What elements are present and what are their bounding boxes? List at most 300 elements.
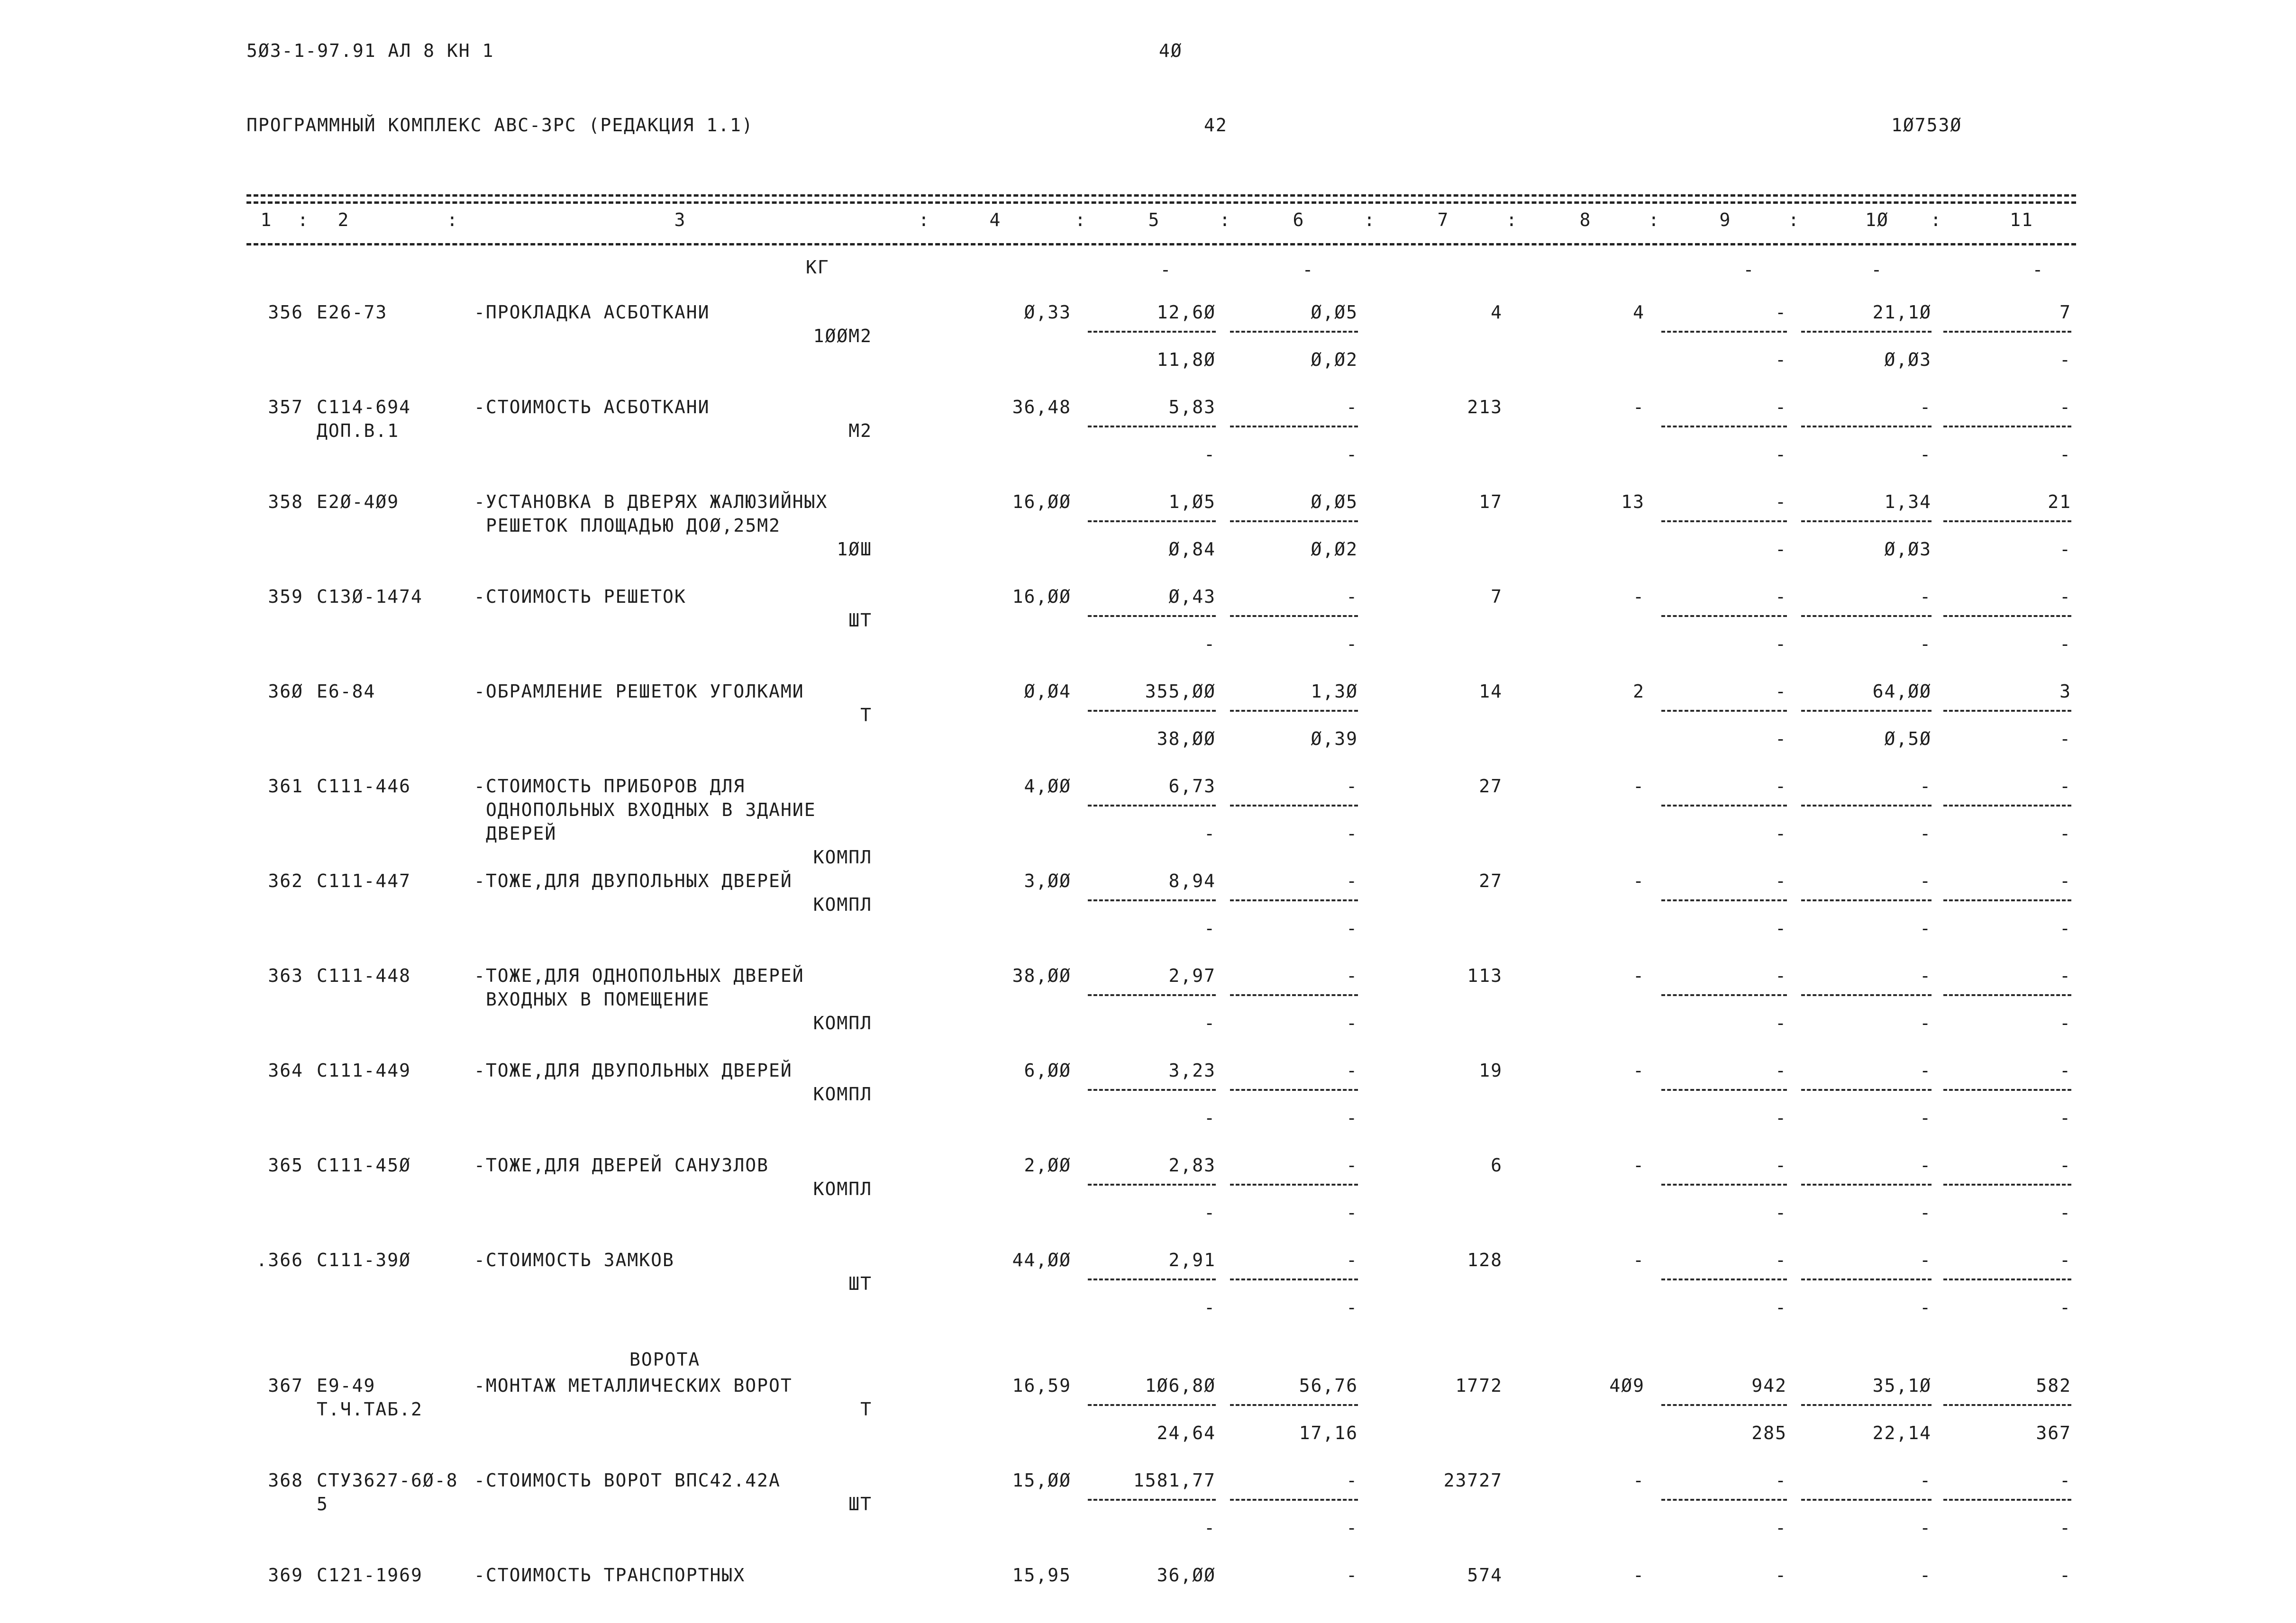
row-col6-sub: - [1346,1107,1358,1128]
subtotal-divider [1088,615,1216,617]
row-col5-sub: - [1204,444,1216,465]
row-col6: 1,3Ø [1311,681,1358,702]
row-description: -МОНТАЖ МЕТАЛЛИЧЕСКИХ ВОРОТ [474,1375,793,1396]
row-col9-sub: - [1775,1013,1787,1034]
subtotal-divider [1661,899,1787,901]
row-col10: - [1920,397,1932,417]
row-col7: 1772 [1455,1375,1503,1396]
subtotal-divider [1943,1184,2071,1186]
row-col11: - [2059,1565,2071,1586]
column-header-7: 7 [1437,209,1449,230]
row-col11-sub: - [2059,1202,2071,1223]
subtotal-divider [1088,1499,1216,1501]
subtotal-divider [1943,1089,2071,1091]
row-col6-sub: - [1346,1517,1358,1538]
row-col5: 1Ø6,8Ø [1145,1375,1216,1396]
column-header-2: 2 [337,209,350,230]
column-header-8: 8 [1579,209,1592,230]
row-col8: - [1633,1470,1645,1491]
subtotal-divider [1943,805,2071,807]
row-col6-sub: - [1346,1202,1358,1223]
row-code-extra: ДОП.В.1 [317,420,400,441]
row-col11: - [2059,1060,2071,1081]
subtotal-divider [1230,426,1358,427]
subtotal-divider [1801,615,1932,617]
row-unit: КОМПЛ [813,1013,872,1034]
row-col9: - [1775,586,1787,607]
row-code: С111-449 [317,1060,411,1081]
subtotal-divider [1661,331,1787,333]
row-col11-sub: - [2059,1297,2071,1318]
row-description: -СТОИМОСТЬ ВОРОТ ВПС42.42А [474,1470,781,1491]
row-quantity: 44,ØØ [1012,1250,1071,1270]
row-col11-sub: - [2059,823,2071,844]
subtotal-divider [1230,1184,1358,1186]
subtotal-divider [1661,805,1787,807]
row-col10-sub: Ø,Ø3 [1884,349,1932,370]
document-number: 1Ø753Ø [1891,115,1962,136]
document-code: 5Ø3-1-97.91 АЛ 8 КН 1 [246,40,494,61]
subtotal-divider [1088,710,1216,712]
row-col11: - [2059,776,2071,797]
row-col5-sub: - [1204,1013,1216,1034]
row-quantity: 15,ØØ [1012,1470,1071,1491]
row-col5: 8,94 [1168,870,1216,891]
column-header-6: 6 [1293,209,1305,230]
row-unit: КОМПЛ [813,1084,872,1105]
subtotal-divider [1088,1089,1216,1091]
row-col11-sub: - [2059,1107,2071,1128]
row-quantity: Ø,33 [1024,302,1071,323]
row-description: -УСТАНОВКА В ДВЕРЯХ ЖАЛЮЗИЙНЫХ [474,491,828,512]
row-col10: - [1920,1565,1932,1586]
row-col6-sub: - [1346,823,1358,844]
row-col11: - [2059,1250,2071,1270]
column-separator: : [1075,209,1087,230]
row-code: С111-446 [317,776,411,797]
row-code: С111-39Ø [317,1250,411,1270]
row-col11: - [2059,1470,2071,1491]
row-col5-sub: - [1204,1297,1216,1318]
subtotal-divider [1661,1499,1787,1501]
row-col9: - [1775,870,1787,891]
row-col9: - [1775,1060,1787,1081]
row-unit: КОМПЛ [813,847,872,868]
column-separator: : [1364,209,1376,230]
row-col5-sub: - [1204,1107,1216,1128]
row-col10: 64,ØØ [1872,681,1932,702]
row-col5: 355,ØØ [1145,681,1216,702]
row-quantity: 16,59 [1012,1375,1071,1396]
row-number: 365 [268,1155,303,1176]
subtotal-divider [1230,710,1358,712]
subtotal-divider [1943,1404,2071,1406]
table-top-rule [246,194,2076,197]
row-number: .366 [256,1250,303,1270]
column-header-3: 3 [674,209,686,230]
subtotal-divider [1801,1089,1932,1091]
subtotal-divider [1661,615,1787,617]
row-col11-sub: - [2059,444,2071,465]
row-number: 362 [268,870,303,891]
row-number: 357 [268,397,303,417]
row-col8: 13 [1621,491,1645,512]
row-col11: - [2059,397,2071,417]
row-col10: - [1920,965,1932,986]
column-header-10: 1Ø [1865,209,1889,230]
row-col10-sub: Ø,5Ø [1884,728,1932,749]
table-header-rule [246,243,2076,245]
row-number: 367 [268,1375,303,1396]
row-col7: 19 [1479,1060,1503,1081]
row-col9: - [1775,1250,1787,1270]
carryover-dash: - [1871,259,1883,280]
row-col9-sub: - [1775,1202,1787,1223]
row-col5: 5,83 [1168,397,1216,417]
subtotal-divider [1230,899,1358,901]
row-col8: - [1633,586,1645,607]
row-col7: 574 [1467,1565,1503,1586]
subtotal-divider [1661,1404,1787,1406]
subtotal-divider [1943,331,2071,333]
row-col6-sub: Ø,Ø2 [1311,539,1358,560]
row-col5-sub: - [1204,1202,1216,1223]
row-description: ДВЕРЕЙ [486,823,557,844]
row-col6-sub: - [1346,918,1358,939]
row-col10: - [1920,1470,1932,1491]
row-col7: 213 [1467,397,1503,417]
subtotal-divider [1801,805,1932,807]
row-col10-sub: - [1920,634,1932,654]
column-separator: : [1219,209,1231,230]
row-unit: ШТ [848,610,872,631]
row-col10: - [1920,1250,1932,1270]
row-col7: 7 [1491,586,1503,607]
row-code: Е6-84 [317,681,376,702]
row-number: 361 [268,776,303,797]
row-col10-sub: - [1920,1013,1932,1034]
subtotal-divider [1661,994,1787,996]
row-code: С13Ø-1474 [317,586,423,607]
row-col5: 2,83 [1168,1155,1216,1176]
row-number: 358 [268,491,303,512]
row-col6: - [1346,965,1358,986]
row-col9-sub: - [1775,1107,1787,1128]
column-separator: : [1506,209,1518,230]
row-code: С121-1969 [317,1565,423,1586]
row-col11-sub: - [2059,1517,2071,1538]
row-col9-sub: - [1775,1297,1787,1318]
row-quantity: 3,ØØ [1024,870,1071,891]
row-col9-sub: 285 [1751,1423,1787,1443]
row-description: -СТОИМОСТЬ ТРАНСПОРТНЫХ [474,1565,746,1586]
row-col10-sub: - [1920,918,1932,939]
row-col11: - [2059,965,2071,986]
subtotal-divider [1943,615,2071,617]
row-col6-sub: Ø,39 [1311,728,1358,749]
subtotal-divider [1943,1278,2071,1280]
row-quantity: Ø,Ø4 [1024,681,1071,702]
row-col10: 21,1Ø [1872,302,1932,323]
row-description: -СТОИМОСТЬ РЕШЕТОК [474,586,686,607]
row-col5: Ø,43 [1168,586,1216,607]
row-col7: 6 [1491,1155,1503,1176]
row-code: С114-694 [317,397,411,417]
row-col5-sub: 11,8Ø [1157,349,1216,370]
row-unit: ШТ [848,1494,872,1514]
row-col6: - [1346,776,1358,797]
subtotal-divider [1088,805,1216,807]
row-col11: 7 [2059,302,2071,323]
column-header-4: 4 [989,209,1002,230]
row-description: -СТОИМОСТЬ ЗАМКОВ [474,1250,674,1270]
row-code: СТУ3627-6Ø-8 [317,1470,458,1491]
column-header-9: 9 [1719,209,1731,230]
subtotal-divider [1661,1184,1787,1186]
subtotal-divider [1088,1404,1216,1406]
column-separator: : [446,209,459,230]
row-col11: - [2059,870,2071,891]
row-code-extra: 5 [317,1494,328,1514]
row-col5: 12,6Ø [1157,302,1216,323]
row-col10: 35,1Ø [1872,1375,1932,1396]
row-col6-sub: 17,16 [1299,1423,1358,1443]
subtotal-divider [1230,1278,1358,1280]
row-col5-sub: - [1204,823,1216,844]
subtotal-divider [1661,520,1787,522]
row-col8: - [1633,1155,1645,1176]
subtotal-divider [1230,805,1358,807]
row-col9: - [1775,1155,1787,1176]
row-col7: 17 [1479,491,1503,512]
row-col9: 942 [1751,1375,1787,1396]
row-col6-sub: Ø,Ø2 [1311,349,1358,370]
row-col10-sub: 22,14 [1872,1423,1932,1443]
row-col10: - [1920,1060,1932,1081]
row-col6: - [1346,1060,1358,1081]
row-description: -ТОЖЕ,ДЛЯ ДВУПОЛЬНЫХ ДВЕРЕЙ [474,1060,793,1081]
row-col6: Ø,Ø5 [1311,491,1358,512]
row-col7: 27 [1479,870,1503,891]
subtotal-divider [1943,426,2071,427]
row-col10-sub: - [1920,1107,1932,1128]
subtotal-divider [1943,899,2071,901]
row-col6: - [1346,1470,1358,1491]
row-col6: 56,76 [1299,1375,1358,1396]
sheet-number: 42 [1204,115,1228,136]
row-number: 359 [268,586,303,607]
subtotal-divider [1801,426,1932,427]
subtotal-divider [1943,1499,2071,1501]
row-col10: - [1920,586,1932,607]
row-col6: - [1346,586,1358,607]
subtotal-divider [1230,1089,1358,1091]
row-col7: 4 [1491,302,1503,323]
row-code: Е2Ø-4Ø9 [317,491,400,512]
row-col6-sub: - [1346,634,1358,654]
row-col5: 1,Ø5 [1168,491,1216,512]
row-col10-sub: - [1920,444,1932,465]
row-col5: 1581,77 [1133,1470,1216,1491]
row-col6-sub: - [1346,1297,1358,1318]
subtotal-divider [1088,1278,1216,1280]
row-number: 368 [268,1470,303,1491]
subtotal-divider [1088,331,1216,333]
subtotal-divider [1801,1404,1932,1406]
row-col10-sub: Ø,Ø3 [1884,539,1932,560]
row-col8: 4 [1633,302,1645,323]
row-number: 363 [268,965,303,986]
row-col11: 582 [2036,1375,2071,1396]
column-separator: : [1930,209,1942,230]
row-col11: - [2059,586,2071,607]
subtotal-divider [1801,1278,1932,1280]
column-separator: : [1648,209,1660,230]
row-col6-sub: - [1346,444,1358,465]
row-col10-sub: - [1920,823,1932,844]
row-col5-sub: - [1204,634,1216,654]
row-code: Е9-49 [317,1375,376,1396]
row-code: С111-448 [317,965,411,986]
subtotal-divider [1230,1404,1358,1406]
row-col5: 6,73 [1168,776,1216,797]
row-col8: - [1633,397,1645,417]
row-col5: 3,23 [1168,1060,1216,1081]
row-col11-sub: - [2059,634,2071,654]
row-unit: Т [860,1399,872,1420]
row-col8: - [1633,965,1645,986]
row-unit: 1ØШ [837,539,872,560]
row-number: 364 [268,1060,303,1081]
row-quantity: 38,ØØ [1012,965,1071,986]
row-description: -СТОИМОСТЬ АСБОТКАНИ [474,397,710,417]
row-col11-sub: - [2059,1013,2071,1034]
row-col11: - [2059,1155,2071,1176]
row-col11-sub: - [2059,728,2071,749]
row-code: Е26-73 [317,302,388,323]
carryover-unit: КГ [806,257,829,278]
row-col8: - [1633,1565,1645,1586]
carryover-dash: - [1302,259,1314,280]
column-header-1: 1 [260,209,273,230]
row-col9: - [1775,965,1787,986]
subtotal-divider [1230,331,1358,333]
row-quantity: 16,ØØ [1012,491,1071,512]
carryover-dash: - [1160,259,1172,280]
row-col9-sub: - [1775,634,1787,654]
subtotal-divider [1230,994,1358,996]
row-description: ВХОДНЫХ В ПОМЕЩЕНИЕ [486,989,710,1010]
row-quantity: 15,95 [1012,1565,1071,1586]
row-unit: Т [860,705,872,725]
row-description: -ОБРАМЛЕНИЕ РЕШЕТОК УГОЛКАМИ [474,681,804,702]
column-header-11: 11 [2010,209,2033,230]
row-col11-sub: - [2059,539,2071,560]
row-col9-sub: - [1775,349,1787,370]
row-col5-sub: 24,64 [1157,1423,1216,1443]
row-col9: - [1775,1565,1787,1586]
row-col9: - [1775,397,1787,417]
subtotal-divider [1230,520,1358,522]
row-code: С111-447 [317,870,411,891]
row-code: С111-45Ø [317,1155,411,1176]
subtotal-divider [1088,1184,1216,1186]
row-quantity: 16,ØØ [1012,586,1071,607]
row-col9-sub: - [1775,444,1787,465]
subtotal-divider [1801,1184,1932,1186]
row-col6: - [1346,1565,1358,1586]
row-col5-sub: - [1204,918,1216,939]
subtotal-divider [1801,331,1932,333]
subtotal-divider [1088,899,1216,901]
row-col6-sub: - [1346,1013,1358,1034]
row-col5-sub: - [1204,1517,1216,1538]
row-col5-sub: Ø,84 [1168,539,1216,560]
row-unit: КОМПЛ [813,1179,872,1199]
row-code-extra: Т.Ч.ТАБ.2 [317,1399,423,1420]
row-description: -ПРОКЛАДКА АСБОТКАНИ [474,302,710,323]
row-col11: 3 [2059,681,2071,702]
row-col5: 2,97 [1168,965,1216,986]
row-col10-sub: - [1920,1202,1932,1223]
row-col11: 21 [2048,491,2071,512]
row-description: -ТОЖЕ,ДЛЯ ДВУПОЛЬНЫХ ДВЕРЕЙ [474,870,793,891]
row-number: 36Ø [268,681,303,702]
table-top-rule-2 [246,201,2076,204]
subtotal-divider [1801,710,1932,712]
row-quantity: 4,ØØ [1024,776,1071,797]
row-quantity: 36,48 [1012,397,1071,417]
row-col9: - [1775,1470,1787,1491]
row-col9: - [1775,302,1787,323]
row-col10: 1,34 [1884,491,1932,512]
row-col7: 14 [1479,681,1503,702]
row-col8: - [1633,870,1645,891]
column-separator: : [1788,209,1800,230]
row-col6: - [1346,397,1358,417]
row-col8: 2 [1633,681,1645,702]
row-description: РЕШЕТОК ПЛОЩАДЬЮ ДОØ,25М2 [486,515,781,536]
row-col11-sub: - [2059,918,2071,939]
page-number-top: 4Ø [1159,40,1183,61]
column-separator: : [297,209,310,230]
subtotal-divider [1661,1089,1787,1091]
carryover-dash: - [1743,259,1755,280]
row-quantity: 6,ØØ [1024,1060,1071,1081]
subtotal-divider [1088,426,1216,427]
row-col10: - [1920,776,1932,797]
row-col9: - [1775,491,1787,512]
subtotal-divider [1801,520,1932,522]
subtotal-divider [1801,1499,1932,1501]
subtotal-divider [1230,615,1358,617]
row-number: 356 [268,302,303,323]
column-header-5: 5 [1148,209,1160,230]
row-col7: 23727 [1443,1470,1503,1491]
column-separator: : [918,209,930,230]
subtotal-divider [1230,1499,1358,1501]
subtotal-divider [1661,426,1787,427]
row-number: 369 [268,1565,303,1586]
row-description: -СТОИМОСТЬ ПРИБОРОВ ДЛЯ [474,776,746,797]
subtotal-divider [1943,520,2071,522]
row-col9-sub: - [1775,728,1787,749]
row-col9-sub: - [1775,1517,1787,1538]
subtotal-divider [1088,520,1216,522]
carryover-dash: - [2032,259,2044,280]
row-col6: - [1346,870,1358,891]
row-col7: 128 [1467,1250,1503,1270]
